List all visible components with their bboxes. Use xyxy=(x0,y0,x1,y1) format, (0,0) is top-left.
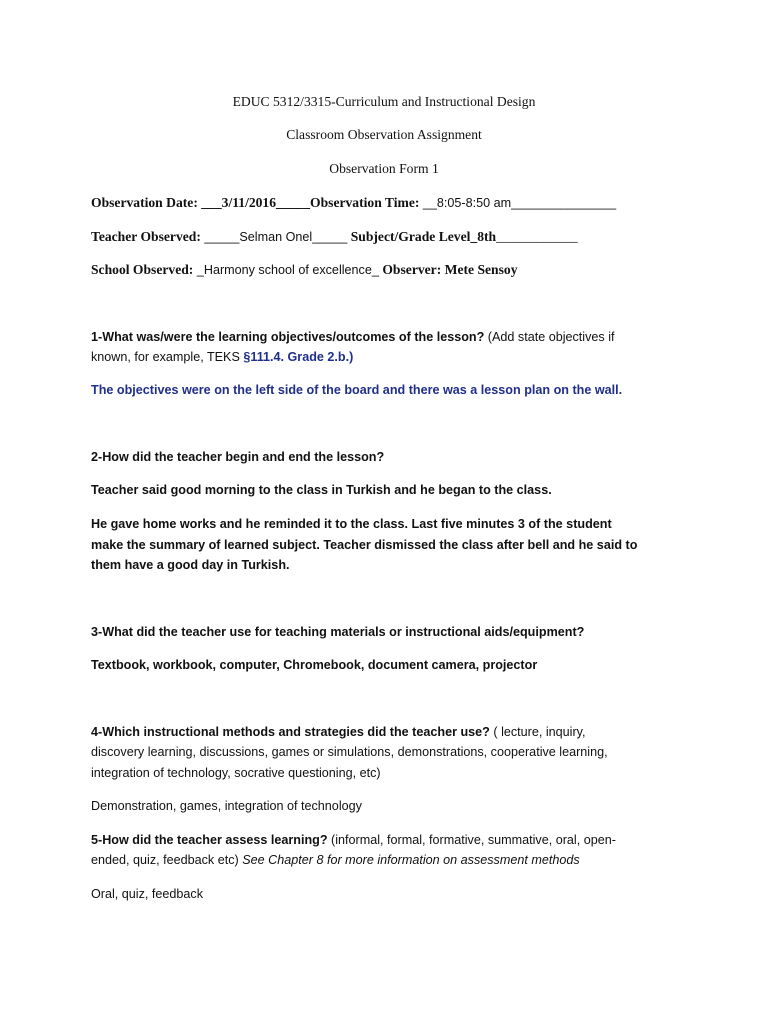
q5-answer: Oral, quiz, feedback xyxy=(91,887,204,901)
teacher-observed-value: _____Selman Onel_____ xyxy=(200,230,351,244)
q1-question-line xyxy=(91,327,615,347)
q1-question: 1-What was/were the learning objectives/outcomes of the lesson? xyxy=(91,330,485,344)
q2-answer-end-line3: them have a good day in Turkish. xyxy=(91,558,290,572)
q4-question: 4-Which instructional methods and strategies did the teacher use? xyxy=(91,725,490,739)
q2-answer-begin: Teacher said good morning to the class in Turkish and he began to the class. xyxy=(91,483,552,497)
assignment-title: Classroom Observation Assignment xyxy=(286,127,482,142)
school-observed-label: School Observed: xyxy=(91,262,194,277)
q2-answer-end-line2: make the summary of learned subject. Teacher dismissed the class after bell and he said to xyxy=(91,538,638,552)
q4-hint-line3: integration of technology, socrative questioning, etc) xyxy=(91,766,381,780)
q4-answer: Demonstration, games, integration of technology xyxy=(91,799,362,813)
form-title: Observation Form 1 xyxy=(329,161,439,176)
q4-hint-line2: discovery learning, discussions, games or simulations, demonstrations, cooperative learning, xyxy=(91,745,608,759)
q2-question: 2-How did the teacher begin and end the lesson? xyxy=(91,450,385,464)
observation-date-label: Observation Date: xyxy=(91,195,198,210)
course-title: EDUC 5312/3315-Curriculum and Instructional Design xyxy=(232,94,536,109)
q1-hint: (Add state objectives if xyxy=(484,330,615,344)
q5-hint: (informal, formal, formative, summative, oral, open- xyxy=(327,833,616,847)
q2-answer-end-line1: He gave home works and he reminded it to the class. Last five minutes 3 of the student xyxy=(91,517,612,531)
observation-date-value: ___3/11/2016_____ xyxy=(197,195,311,210)
q5-chapter-note: See Chapter 8 for more information on assessment methods xyxy=(242,853,580,867)
q5-question-line xyxy=(91,830,616,850)
q4-question-line xyxy=(91,722,586,742)
q1-hint-continued: known, for example, TEKS xyxy=(91,350,244,364)
q4-hint: ( lecture, inquiry, xyxy=(489,725,586,739)
q5-hint-line xyxy=(91,850,580,870)
teacher-subject-line xyxy=(91,227,578,247)
q1-hint-line xyxy=(91,347,353,367)
observation-time-value: __8:05-8:50 am_______________ xyxy=(419,196,617,210)
school-observer-line xyxy=(91,260,518,280)
observation-date-time-line xyxy=(91,193,616,213)
q5-question: 5-How did the teacher assess learning? xyxy=(91,833,328,847)
q5-hint-continued: ended, quiz, feedback etc) xyxy=(91,853,243,867)
observer-label: Observer: Mete Sensoy xyxy=(382,262,518,277)
observation-time-label: Observation Time: xyxy=(310,195,420,210)
subject-grade-label: Subject/Grade Level_8th xyxy=(350,229,497,244)
school-observed-value: _Harmony school of excellence_ xyxy=(193,263,383,277)
q1-teks-reference: §111.4. Grade 2.b.) xyxy=(243,350,354,364)
q3-question: 3-What did the teacher use for teaching materials or instructional aids/equipment? xyxy=(91,625,585,639)
q1-answer: The objectives were on the left side of the board and there was a lesson plan on the wall. xyxy=(91,383,623,397)
subject-grade-value: ____________ xyxy=(496,229,578,244)
teacher-observed-label: Teacher Observed: xyxy=(91,229,201,244)
q3-answer: Textbook, workbook, computer, Chromebook, document camera, projector xyxy=(91,658,538,672)
